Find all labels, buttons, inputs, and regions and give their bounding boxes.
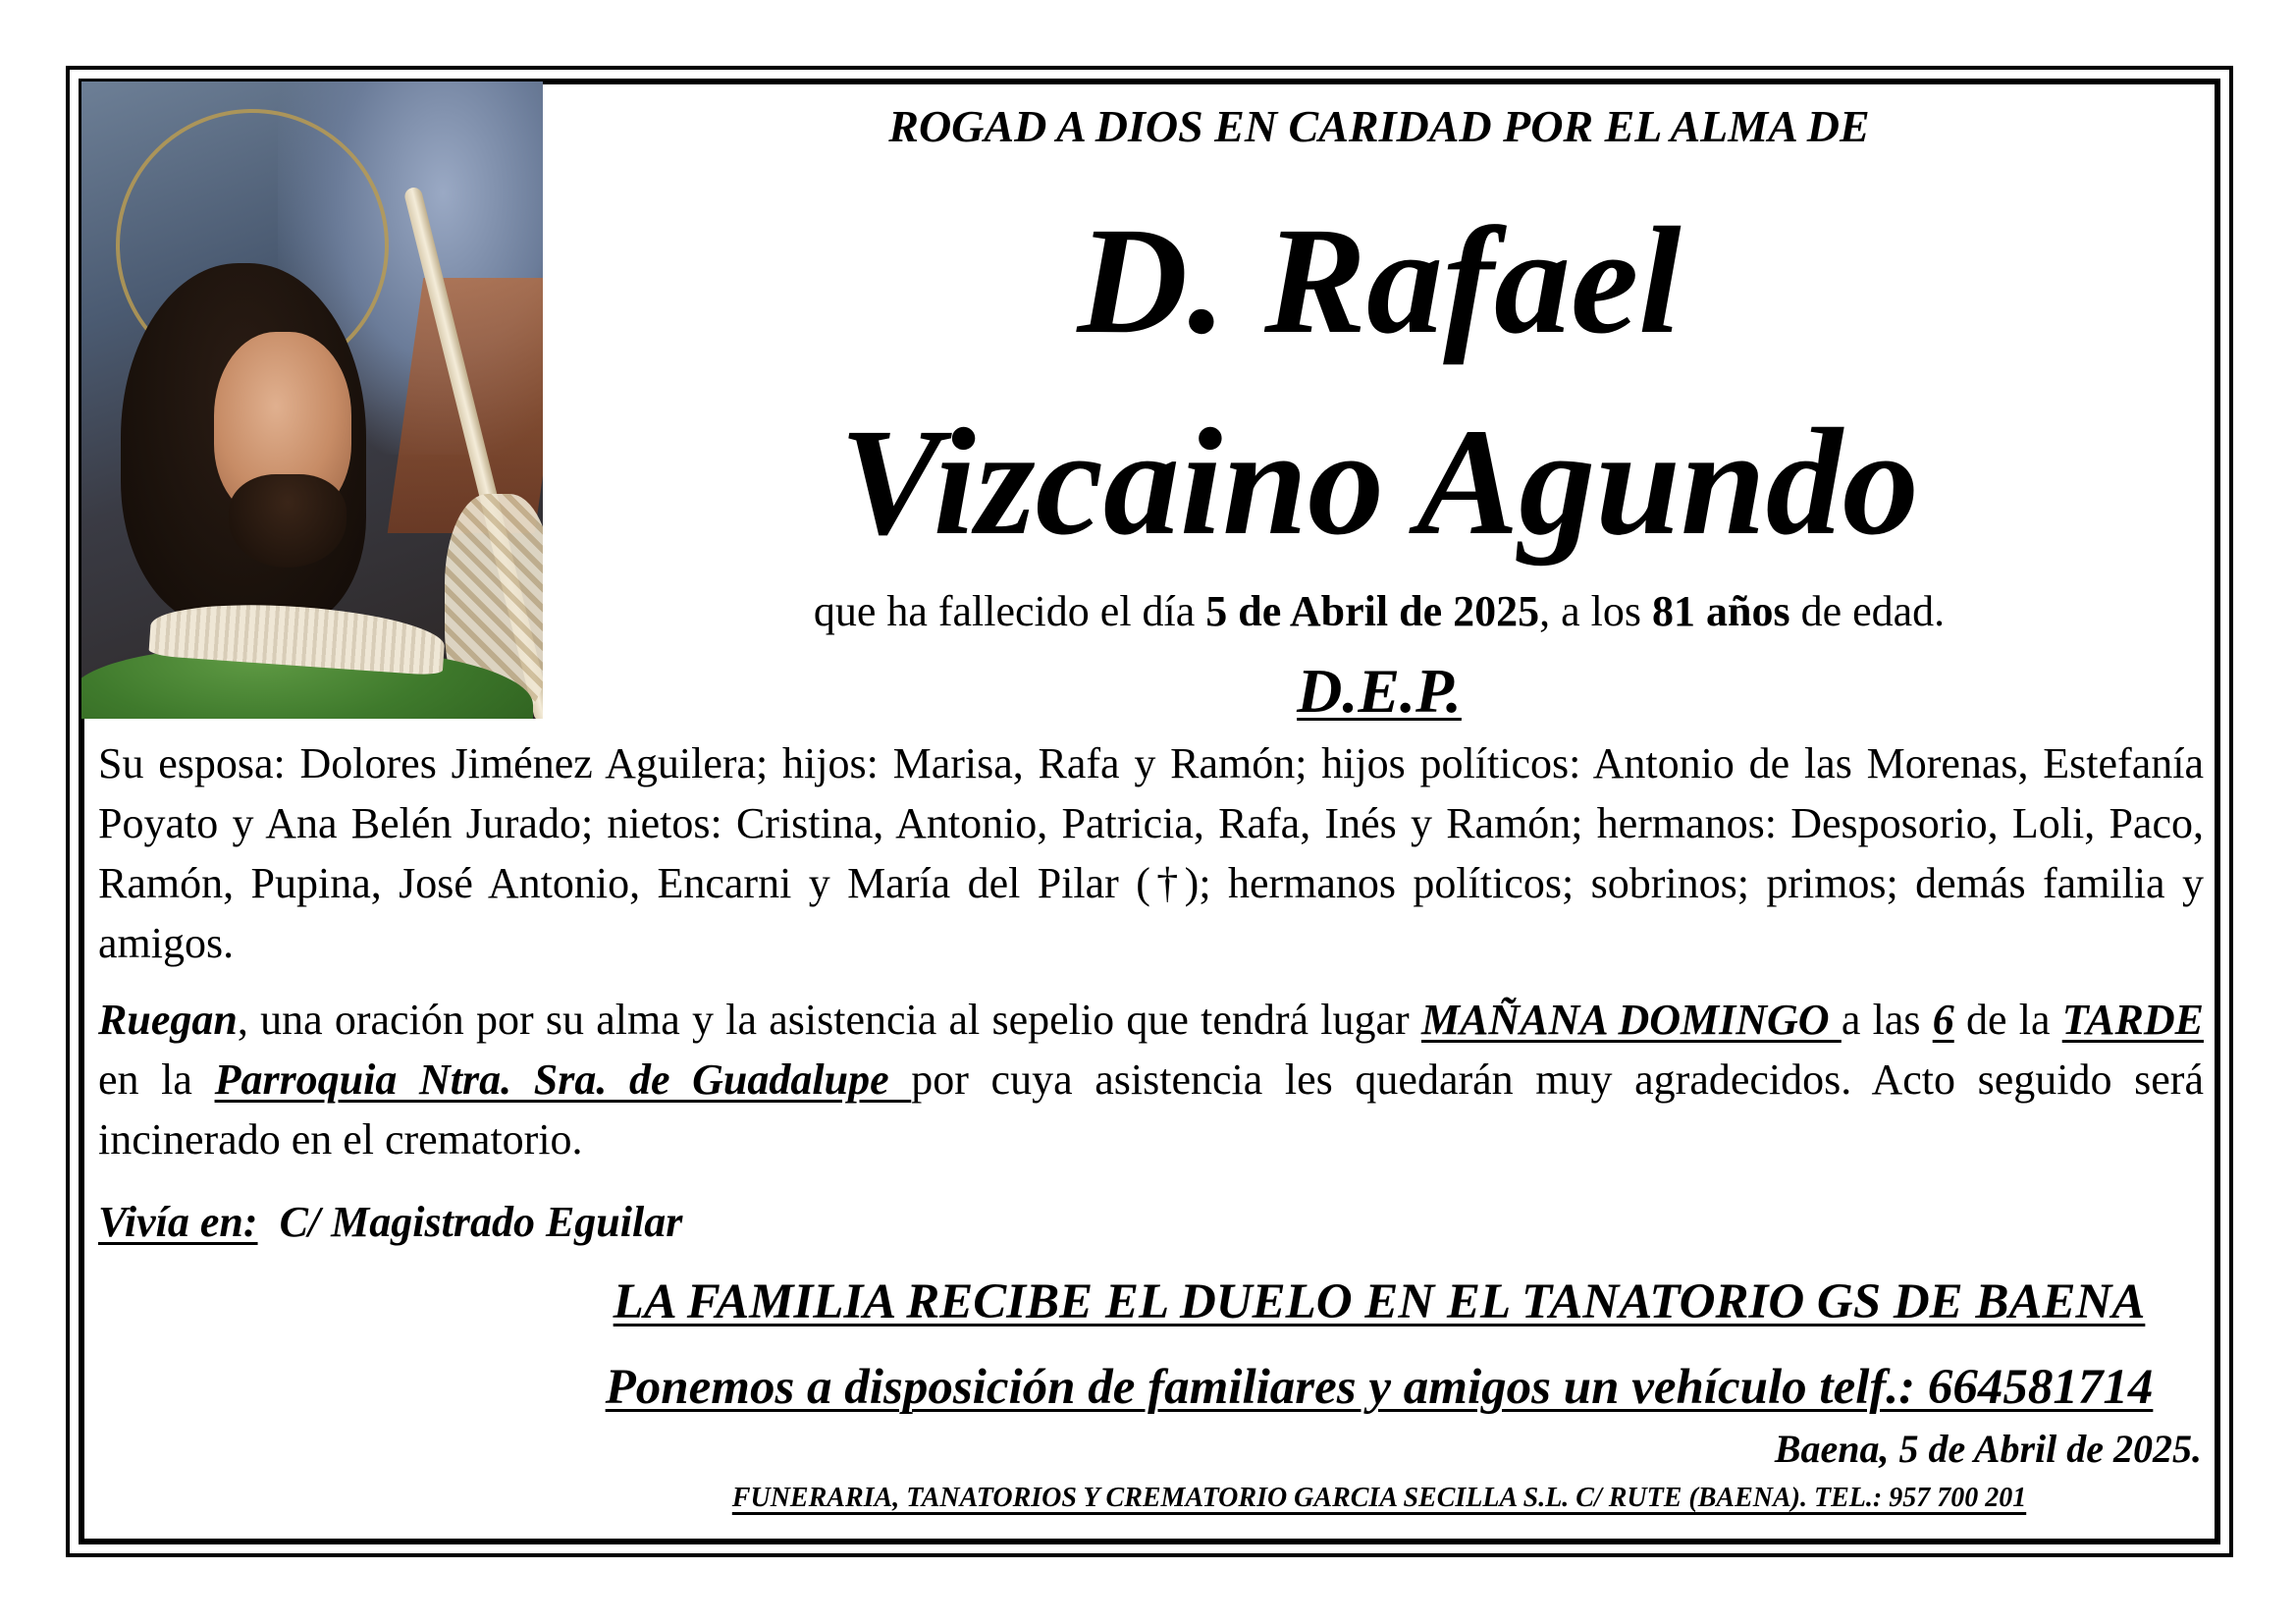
- funeral-text-3: de la: [1953, 996, 2062, 1044]
- funeral-details: [98, 990, 2204, 1169]
- funeral-home-footer: [550, 1483, 2209, 1514]
- dep-label: [550, 655, 2209, 728]
- vehicle-text: Ponemos a disposición de familiares y amigos un vehículo telf.: 664581714: [605, 1360, 2154, 1415]
- city-date: Baena, 5 de Abril de 2025.: [1774, 1427, 2202, 1471]
- funeral-period: TARDE: [2061, 996, 2204, 1044]
- tanatorio-text: LA FAMILIA RECIBE EL DUELO EN EL TANATORIO GS DE BAENA: [613, 1274, 2146, 1329]
- family-list: Su esposa: Dolores Jiménez Aguilera; hijos: Marisa, Rafa y Ramón; hijos políticos: Antonio de las Morenas, Estefanía Poyato y Ana Belén Jurado; nietos: Cristina, Antonio, Patricia, Rafa, Inés y Ramón; hermanos: Desposorio, Loli, Paco, Ramón, Pupina, José Antonio, Encarni y María del Pilar (†); hermanos políticos; sobrinos; primos; demás familia y amigos.: [98, 739, 2204, 967]
- deceased-name-line2: Vizcaino Agundo: [839, 397, 1919, 567]
- residence-label: Vivía en:: [98, 1198, 258, 1246]
- footer-text: FUNERARIA, TANATORIOS Y CREMATORIO GARCIA SECILLA S.L. C/ RUTE (BAENA). TEL.: 957 700 201: [731, 1483, 2027, 1513]
- death-date: 5 de Abril de 2025: [1205, 587, 1540, 635]
- death-prefix: que ha fallecido el día: [813, 587, 1206, 635]
- vehicle-notice: [550, 1359, 2209, 1416]
- dep-text: D.E.P.: [1297, 656, 1462, 726]
- funeral-text-1: , una oración por su alma y la asistencia al sepelio que tendrá lugar: [237, 996, 1421, 1044]
- funeral-day: MAÑANA DOMINGO: [1420, 996, 1842, 1044]
- residence-line: [98, 1197, 682, 1247]
- saint-portrait-image: [81, 81, 543, 719]
- death-suffix: de edad.: [1789, 587, 1946, 635]
- portrait-beard: [229, 474, 347, 568]
- death-age: 81 años: [1651, 587, 1790, 635]
- death-notice: [550, 586, 2209, 636]
- ruegan-word: Ruegan: [98, 996, 238, 1044]
- funeral-text-2: a las: [1841, 996, 1933, 1044]
- funeral-hour: 6: [1932, 996, 1954, 1044]
- residence-address: C/ Magistrado Eguilar: [279, 1198, 683, 1246]
- funeral-text-4: en la: [98, 1056, 215, 1104]
- funeral-church: Parroquia Ntra. Sra. de Guadalupe: [214, 1056, 912, 1104]
- deceased-name-line1: D. Rafael: [1077, 195, 1682, 365]
- funeral-text-5: por cuya asistencia les quedarán muy agradecidos. Acto seguido será incinerado en el crematorio.: [98, 1056, 2204, 1164]
- prayer-heading: ROGAD A DIOS EN CARIDAD POR EL ALMA DE: [888, 101, 1870, 151]
- tanatorio-notice: [550, 1273, 2209, 1330]
- death-middle: , a los: [1539, 587, 1652, 635]
